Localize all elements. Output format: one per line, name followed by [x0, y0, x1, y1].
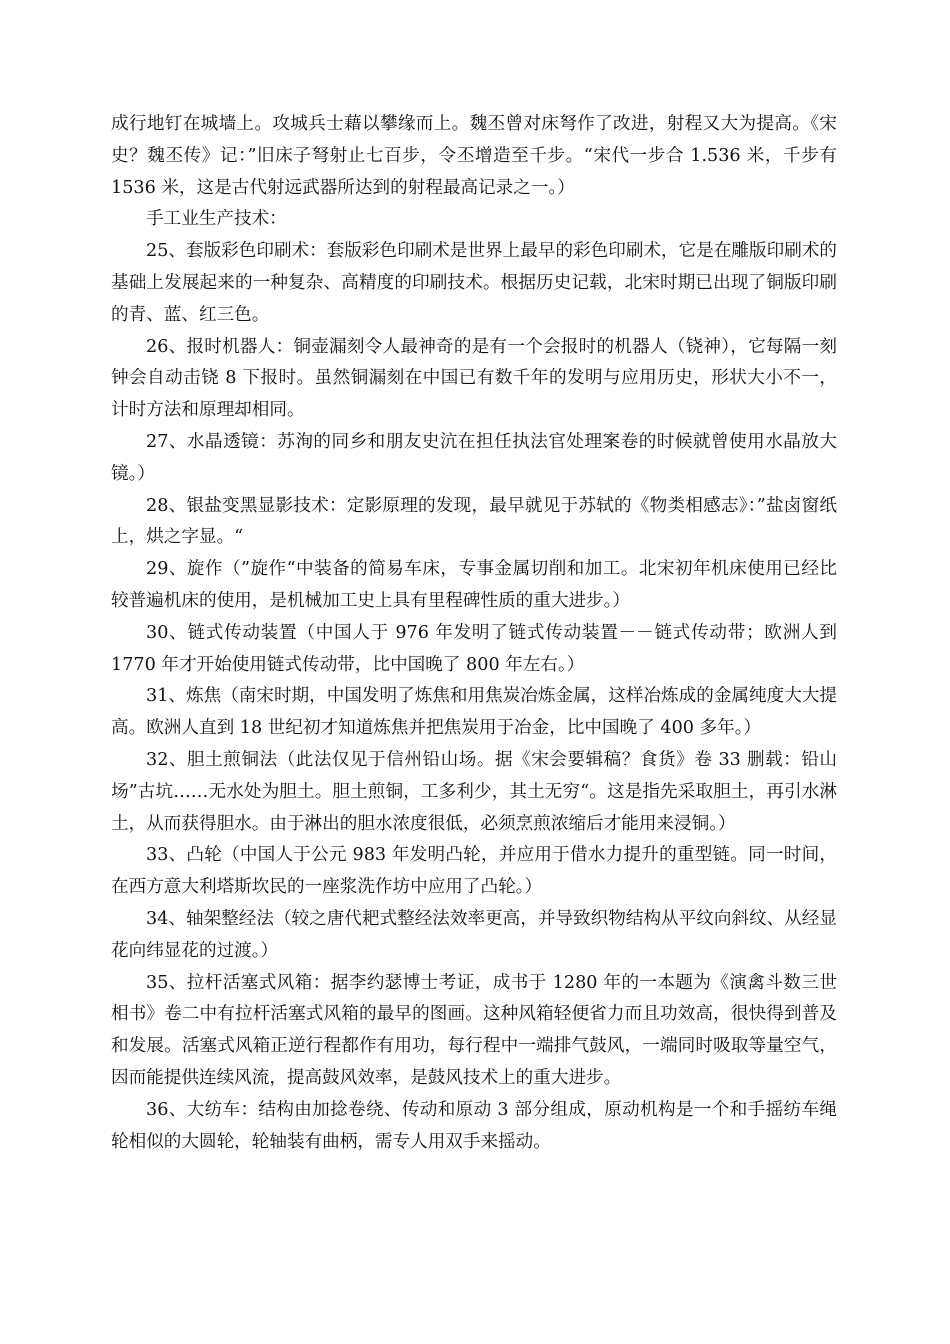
paragraph-item-28: 28、银盐变黑显影技术：定影原理的发现，最早就见于苏轼的《物类相感志》：”盐卤窗纸上，烘之字显。“ — [111, 495, 837, 548]
paragraph-item-34: 34、轴架整经法（较之唐代耙式整经法效率更高，并导致织物结构从平纹向斜纹、从经显花向纬显花的过渡。） — [111, 908, 837, 961]
document-page — [111, 109, 837, 1158]
paragraph-item-35: 35、拉杆活塞式风箱：据李约瑟博士考证，成书于 1280 年的一本题为《演禽斗数三世相书》卷二中有拉杆活塞式风箱的最早的图画。这种风箱轻便省力而且功效高，很快得到普及和发展。活塞式风箱正逆行程都作有用功，每行程中一端排气鼓风，一端同时吸取等量空气，因而能提供连续风流，提高鼓风效率，是鼓风技术上的重大进步。 — [111, 972, 837, 1088]
paragraph-item-26: 26、报时机器人：铜壶漏刻令人最神奇的是有一个会报时的机器人（铙神），它每隔一刻钟会自动击铙 8 下报时。虽然铜漏刻在中国已有数千年的发明与应用历史，形状大小不一，计时方法和原理却相同。 — [111, 336, 837, 421]
paragraph-item-36: 36、大纺车：结构由加捻卷绕、传动和原动 3 部分组成，原动机构是一个和手摇纺车绳轮相似的大圆轮，轮轴装有曲柄，需专人用双手来摇动。 — [111, 1099, 837, 1152]
paragraph-item-31: 31、炼焦（南宋时期，中国发明了炼焦和用焦炭冶炼金属，这样冶炼成的金属纯度大大提高。欧洲人直到 18 世纪初才知道炼焦并把焦炭用于冶金，比中国晚了 400 多年。） — [111, 686, 837, 739]
paragraph-item-32: 32、胆土煎铜法（此法仅见于信州铅山场。据《宋会要辑稿？食货》卷 33 删载：铅山场”古坑……无水处为胆土。胆土煎铜，工多利少，其土无穷“。这是指先采取胆土，再引水淋土，从而获得胆水。由于淋出的胆水浓度很低，必须烹煎浓缩后才能用来浸铜。） — [111, 749, 837, 834]
section-heading-handicraft: 手工业生产技术： — [146, 209, 287, 230]
paragraph-item-30: 30、链式传动装置（中国人于 976 年发明了链式传动装置－－链式传动带；欧洲人到 1770 年才开始使用链式传动带，比中国晚了 800 年左右。） — [111, 622, 837, 675]
paragraph-continuation: 成行地钉在城墙上。攻城兵士藉以攀缘而上。魏丕曾对床弩作了改进，射程又大为提高。《宋史？魏丕传》记：”旧床子弩射止七百步，令丕增造至千步。“宋代一步合 1.536 米，千步有 1536 米，这是古代射远武器所达到的射程最高记录之一。） — [111, 114, 837, 198]
paragraph-item-27: 27、水晶透镜：苏洵的同乡和朋友史沆在担任执法官处理案卷的时候就曾使用水晶放大镜。） — [111, 431, 837, 484]
paragraph-item-25: 25、套版彩色印刷术：套版彩色印刷术是世界上最早的彩色印刷术，它是在雕版印刷术的基础上发展起来的一种复杂、高精度的印刷技术。根据历史记载，北宋时期已出现了铜版印刷的青、蓝、红三色。 — [111, 241, 837, 325]
paragraph-item-29: 29、旋作（”旋作“中装备的简易车床，专事金属切削和加工。北宋初年机床使用已经比较普遍机床的使用，是机械加工史上具有里程碑性质的重大进步。） — [111, 559, 837, 611]
paragraph-item-33: 33、凸轮（中国人于公元 983 年发明凸轮，并应用于借水力提升的重型链。同一时间，在西方意大利塔斯坎民的一座浆洗作坊中应用了凸轮。） — [111, 845, 837, 898]
